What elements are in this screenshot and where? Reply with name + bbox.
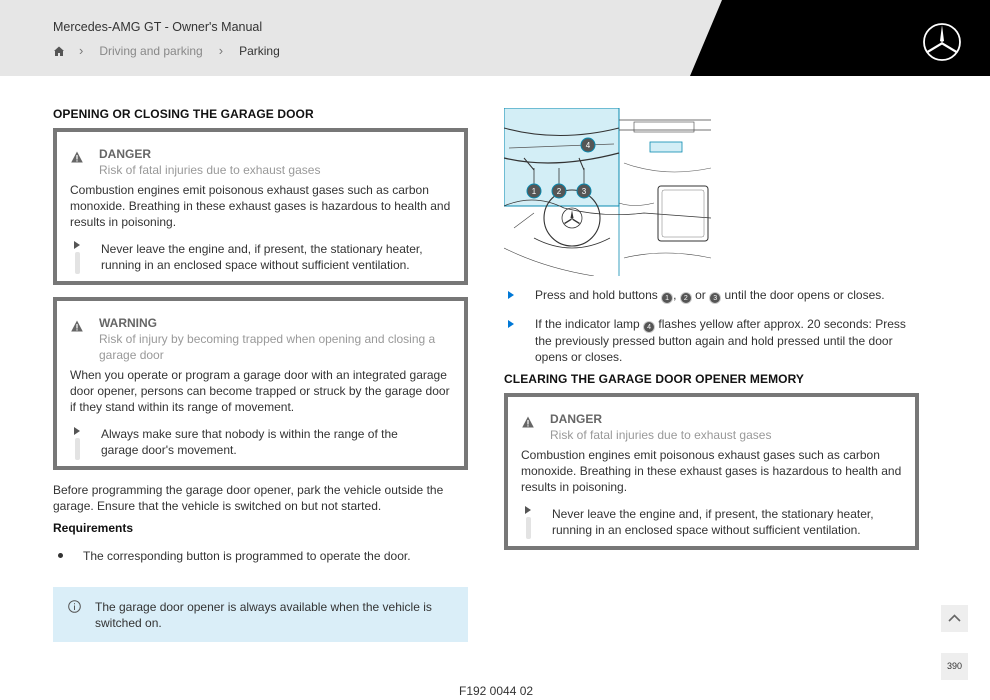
bullet-arrow-icon (525, 506, 531, 514)
warning-subtitle: Risk of injury by becoming trapped when opening and closing a garage door (99, 332, 436, 362)
svg-text:2: 2 (556, 187, 562, 196)
step-press-hold: Press and hold buttons 1 , 2 or 3 until the door opens or closes. (535, 288, 885, 302)
mercedes-star-icon[interactable] (922, 22, 962, 62)
button-marker-2: 2 (680, 292, 692, 304)
breadcrumb-link-driving[interactable]: Driving and parking (99, 43, 203, 58)
step-arrow-icon (508, 291, 514, 299)
manual-title: Mercedes-AMG GT - Owner's Manual (53, 20, 263, 34)
svg-text:1: 1 (531, 187, 537, 196)
bullet-bar (526, 517, 531, 539)
danger-text: Combustion engines emit poisonous exhaust gases such as carbon monoxide. Breathing in these exhaust gases is hazardous to health and results in poisoning. (70, 183, 451, 229)
chevron-up-icon (941, 605, 968, 632)
bullet-arrow-icon (74, 427, 80, 435)
indicator-marker-4: 4 (643, 321, 655, 333)
breadcrumb (53, 43, 280, 58)
danger-text: Combustion engines emit poisonous exhaust gases such as carbon monoxide. Breathing in these exhaust gases is hazardous to health and results in poisoning. (521, 448, 902, 494)
figure-marker-3 (577, 184, 591, 198)
danger-box (53, 128, 468, 285)
warning-text: When you operate or program a garage door with an integrated garage door opener, persons can become trapped or struck by the garage door if they stand within its range of movement. (70, 368, 450, 414)
info-icon (68, 600, 81, 613)
danger-bullet: Never leave the engine and, if present, the stationary heater, running in an enclosed space without sufficient ventilation. (552, 507, 874, 537)
intro-paragraph: Before programming the garage door opener, park the vehicle outside the garage. Ensure that the vehicle is switched on but not started. (53, 483, 444, 513)
danger-subtitle: Risk of fatal injuries due to exhaust gases (99, 163, 321, 177)
bullet-dot (58, 553, 63, 558)
section-heading-clearing: CLEARING THE GARAGE DOOR OPENER MEMORY (504, 372, 805, 386)
bullet-arrow-icon (74, 241, 80, 249)
chevron-right-icon: › (79, 43, 84, 58)
page-header (0, 0, 990, 76)
warning-triangle-icon (71, 151, 83, 163)
info-note (53, 587, 468, 642)
danger-title: DANGER (99, 147, 152, 161)
danger-box-clearing (504, 393, 919, 550)
requirements-label: Requirements (53, 521, 134, 535)
step-indicator-lamp: If the indicator lamp 4 flashes yellow after approx. 20 seconds: Press the previously pressed button again and hold pressed until the door opens or closes. (535, 317, 906, 364)
section-heading-opening: OPENING OR CLOSING THE GARAGE DOOR (53, 107, 314, 121)
cockpit-illustration (504, 108, 711, 276)
step-arrow-icon (508, 320, 514, 328)
figure-marker-2 (552, 184, 566, 198)
warning-title: WARNING (99, 316, 157, 330)
breadcrumb-current: Parking (239, 43, 280, 58)
chevron-right-icon: › (218, 43, 224, 58)
svg-text:4: 4 (585, 141, 591, 150)
figure-code: F192 0044 02 (459, 684, 534, 698)
bullet-bar (75, 438, 80, 460)
button-marker-1: 1 (661, 292, 673, 304)
warning-box (53, 297, 468, 470)
figure-marker-4 (581, 138, 595, 152)
page-number: 390 (941, 653, 968, 680)
warning-triangle-icon (522, 416, 534, 428)
info-note-text: The garage door opener is always available when the vehicle is switched on. (95, 600, 432, 630)
warning-triangle-icon (71, 320, 83, 332)
bullet-bar (75, 252, 80, 274)
svg-text:3: 3 (581, 187, 587, 196)
warning-bullet: Always make sure that nobody is within the range of the garage door's movement. (101, 427, 398, 457)
button-marker-3: 3 (709, 292, 721, 304)
scroll-to-top-button[interactable] (941, 605, 968, 632)
home-icon[interactable] (53, 45, 65, 57)
figure-marker-1 (527, 184, 541, 198)
danger-subtitle: Risk of fatal injuries due to exhaust gases (550, 428, 772, 442)
danger-bullet: Never leave the engine and, if present, the stationary heater, running in an enclosed space without sufficient ventilation. (101, 242, 423, 272)
requirement-item: The corresponding button is programmed to operate the door. (83, 549, 411, 563)
danger-title: DANGER (550, 412, 603, 426)
